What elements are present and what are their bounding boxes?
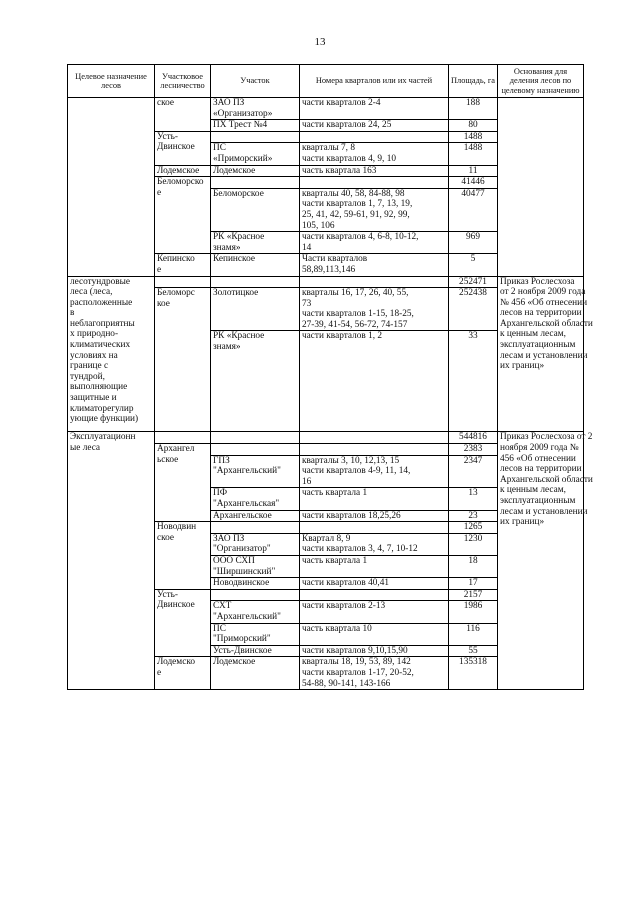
area-cell: 17 xyxy=(449,578,498,590)
area-cell: 1230 xyxy=(449,533,498,555)
area-cell: 80 xyxy=(449,120,498,132)
area-cell: 116 xyxy=(449,623,498,645)
table-row xyxy=(68,276,584,288)
district-cell: Беломорс кое xyxy=(155,288,211,432)
quarters-cell: часть квартала 163 xyxy=(300,165,449,177)
area-cell: 188 xyxy=(449,98,498,120)
site-cell: ЗАО ПЗ "Организатор" xyxy=(211,533,300,555)
header-row xyxy=(68,65,584,98)
site-cell xyxy=(211,432,300,444)
area-cell: 544816 xyxy=(449,432,498,444)
quarters-cell: части кварталов 18,25,26 xyxy=(300,510,449,522)
quarters-cell xyxy=(300,589,449,601)
site-cell: Золотицкое xyxy=(211,288,300,331)
quarters-cell: кварталы 16, 17, 26, 40, 55, 73 части кварталов 1-15, 18-25, 27-39, 41-54, 56-72, 74-157 xyxy=(300,288,449,331)
site-cell: Кепинское xyxy=(211,254,300,276)
quarters-cell: части кварталов 9,10,15,90 xyxy=(300,645,449,657)
district-cell: ское xyxy=(155,98,211,132)
district-cell: Лодемское xyxy=(155,165,211,177)
area-cell: 41446 xyxy=(449,177,498,189)
area-cell: 1986 xyxy=(449,601,498,623)
header-site: Участок xyxy=(211,65,300,98)
area-cell: 18 xyxy=(449,556,498,578)
quarters-cell: часть квартала 1 xyxy=(300,488,449,510)
site-cell xyxy=(211,131,300,143)
quarters-cell: кварталы 40, 58, 84-88, 98 части кварталов 1, 7, 13, 19, 25, 41, 42, 59-61, 91, 92, 99, 105, 106 xyxy=(300,188,449,231)
purpose-cell: Эксплуатационн ые леса xyxy=(68,432,155,690)
site-cell: ПС "Приморский" xyxy=(211,623,300,645)
district-cell: Усть- Двинское xyxy=(155,131,211,165)
area-cell: 1488 xyxy=(449,131,498,143)
area-cell: 2157 xyxy=(449,589,498,601)
site-cell: ПС «Приморский» xyxy=(211,143,300,165)
purpose-cell xyxy=(68,98,155,277)
district-cell: Новодвин ское xyxy=(155,522,211,590)
site-cell: Архангельское xyxy=(211,510,300,522)
site-cell xyxy=(211,444,300,456)
table-row xyxy=(68,98,584,120)
quarters-cell: части кварталов 24, 25 xyxy=(300,120,449,132)
area-cell: 33 xyxy=(449,331,498,432)
site-cell xyxy=(211,589,300,601)
district-cell: Архангел ьское xyxy=(155,444,211,522)
quarters-cell xyxy=(300,177,449,189)
site-cell xyxy=(211,276,300,288)
quarters-cell xyxy=(300,131,449,143)
quarters-cell xyxy=(300,444,449,456)
area-cell: 5 xyxy=(449,254,498,276)
area-cell: 11 xyxy=(449,165,498,177)
quarters-cell xyxy=(300,522,449,534)
site-cell: ГПЗ "Архангельский" xyxy=(211,455,300,488)
area-cell: 135318 xyxy=(449,657,498,690)
district-cell: Лодемско е xyxy=(155,657,211,690)
area-cell: 40477 xyxy=(449,188,498,231)
quarters-cell: части кварталов 40,41 xyxy=(300,578,449,590)
quarters-cell: Части кварталов 58,89,113,146 xyxy=(300,254,449,276)
basis-cell: Приказ Рослесхоза от 2 ноября 2009 года № 456 «Об отнесении лесов на территории Архангельской области к ценным лесам, эксплуатационным лесам и установлении их границ» xyxy=(498,432,584,690)
quarters-cell: части кварталов 1, 2 xyxy=(300,331,449,432)
area-cell: 2347 xyxy=(449,455,498,488)
quarters-cell xyxy=(300,276,449,288)
area-cell: 252438 xyxy=(449,288,498,331)
quarters-cell xyxy=(300,432,449,444)
site-cell: ПФ "Архангельская" xyxy=(211,488,300,510)
area-cell: 1265 xyxy=(449,522,498,534)
page-number: 13 xyxy=(314,36,326,48)
area-cell: 252471 xyxy=(449,276,498,288)
basis-cell xyxy=(498,98,584,277)
header-area: Площадь, га xyxy=(449,65,498,98)
site-cell xyxy=(211,177,300,189)
quarters-cell: части кварталов 2-4 xyxy=(300,98,449,120)
site-cell: Лодемское xyxy=(211,165,300,177)
quarters-cell: часть квартала 1 xyxy=(300,556,449,578)
area-cell: 23 xyxy=(449,510,498,522)
area-cell: 969 xyxy=(449,232,498,254)
site-cell: Беломорское xyxy=(211,188,300,231)
site-cell: Новодвинское xyxy=(211,578,300,590)
quarters-cell: части кварталов 4, 6-8, 10-12, 14 xyxy=(300,232,449,254)
site-cell: Усть-Двинское xyxy=(211,645,300,657)
district-cell: Беломорско е xyxy=(155,177,211,254)
quarters-cell: кварталы 7, 8 части кварталов 4, 9, 10 xyxy=(300,143,449,165)
quarters-cell: кварталы 3, 10, 12,13, 15 части кварталов 4-9, 11, 14, 16 xyxy=(300,455,449,488)
area-cell: 1488 xyxy=(449,143,498,165)
area-cell: 13 xyxy=(449,488,498,510)
site-cell: ПХ Трест №4 xyxy=(211,120,300,132)
quarters-cell: части кварталов 2-13 xyxy=(300,601,449,623)
district-cell: Усть- Двинское xyxy=(155,589,211,657)
table-row xyxy=(68,432,584,444)
site-cell: СХТ "Архангельский" xyxy=(211,601,300,623)
header-quarters: Номера кварталов или их частей xyxy=(300,65,449,98)
basis-cell: Приказ Рослесхоза от 2 ноября 2009 года № 456 «Об отнесении лесов на территории Архангельской области к ценным лесам, эксплуатационным лесам и установлении их границ» xyxy=(498,276,584,432)
area-cell: 2383 xyxy=(449,444,498,456)
purpose-cell: лесотундровые леса (леса, расположенные в неблагоприятны х природно- климатических условиях на границе с тундрой, выполняющие защитные и климаторегулир ующие функции) xyxy=(68,276,155,432)
header-purpose: Целевое назначение лесов xyxy=(68,65,155,98)
quarters-cell: часть квартала 10 xyxy=(300,623,449,645)
site-cell: ЗАО ПЗ «Организатор» xyxy=(211,98,300,120)
header-basis: Основания для деления лесов по целевому назначению xyxy=(498,65,584,98)
site-cell: ООО СХП "Ширшинский" xyxy=(211,556,300,578)
district-cell xyxy=(155,276,211,288)
forest-table xyxy=(67,64,593,690)
area-cell: 55 xyxy=(449,645,498,657)
site-cell xyxy=(211,522,300,534)
site-cell: РК «Красное знамя» xyxy=(211,331,300,432)
district-cell xyxy=(155,432,211,444)
quarters-cell: Квартал 8, 9 части кварталов 3, 4, 7, 10-12 xyxy=(300,533,449,555)
district-cell: Кепинско е xyxy=(155,254,211,276)
header-district: Участковое лесничество xyxy=(155,65,211,98)
site-cell: Лодемское xyxy=(211,657,300,690)
site-cell: РК «Красное знамя» xyxy=(211,232,300,254)
quarters-cell: кварталы 18, 19, 53, 89, 142 части кварталов 1-17, 20-52, 54-88, 90-141, 143-166 xyxy=(300,657,449,690)
